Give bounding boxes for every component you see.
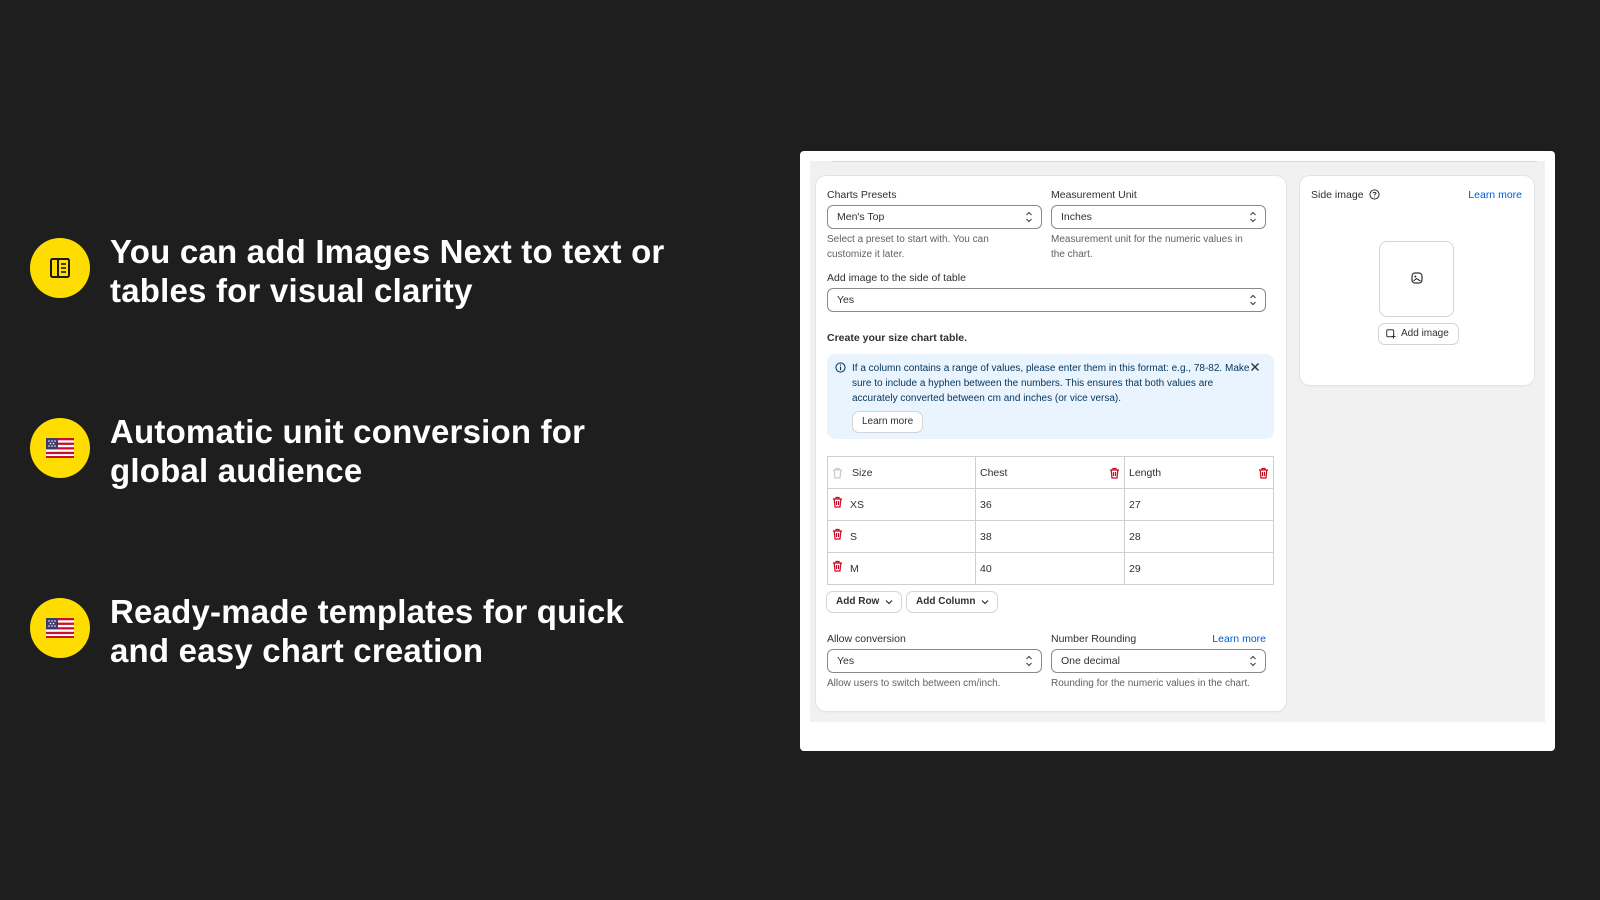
conversion-value: Yes	[837, 655, 855, 667]
add-row-button[interactable]	[827, 592, 901, 612]
trash-icon[interactable]	[832, 560, 843, 572]
feature-image-side	[30, 232, 670, 310]
size-chart-form-card	[816, 176, 1286, 711]
divider	[832, 161, 1537, 162]
cell-value: XS	[850, 499, 865, 511]
cell-value: 29	[1129, 563, 1141, 575]
trash-icon[interactable]	[1258, 467, 1269, 479]
table-cell[interactable]	[976, 553, 1125, 585]
banner-learn-more-button[interactable]: Learn more	[853, 412, 922, 432]
side-image-toggle-select[interactable]	[827, 288, 1266, 312]
table-cell[interactable]	[1125, 553, 1274, 585]
add-image-label: Add image	[1401, 328, 1449, 339]
table-row	[828, 489, 1274, 521]
side-image-card	[1300, 176, 1534, 385]
feature-badge	[30, 418, 90, 478]
chest-header: Chest	[980, 467, 1008, 479]
unit-label: Measurement Unit	[1051, 189, 1137, 201]
table-cell[interactable]	[828, 521, 976, 553]
trash-icon[interactable]	[832, 496, 843, 508]
add-image-button[interactable]	[1379, 324, 1458, 344]
cell-value: S	[850, 531, 858, 543]
us-flag-icon	[46, 618, 74, 638]
conversion-help: Allow users to switch between cm/inch.	[827, 678, 1001, 689]
preset-help: Select a preset to start with. You can customize it later.	[827, 234, 989, 260]
length-header: Length	[1129, 467, 1162, 479]
add-column-label: Add Column	[916, 596, 976, 607]
table-cell[interactable]	[976, 489, 1125, 521]
feature-unit-conversion	[30, 412, 670, 490]
table-cell[interactable]	[828, 489, 976, 521]
trash-icon[interactable]	[1109, 467, 1120, 479]
rounding-learn-more-link[interactable]: Learn more	[1212, 633, 1266, 645]
feature-templates	[30, 592, 670, 670]
conversion-select[interactable]	[827, 649, 1042, 673]
size-header: Size	[852, 467, 873, 479]
add-row-label: Add Row	[836, 596, 880, 607]
table-cell[interactable]	[828, 553, 976, 585]
cell-value: 38	[980, 531, 992, 543]
chevron-down-icon	[885, 599, 893, 605]
info-icon	[835, 362, 846, 373]
cell-value: 28	[1129, 531, 1141, 543]
rounding-value: One decimal	[1061, 655, 1120, 667]
table-row	[828, 553, 1274, 585]
table-header-cell	[976, 457, 1125, 489]
image-dropzone[interactable]	[1379, 241, 1454, 317]
sidebar-layout-icon	[48, 256, 72, 280]
cell-value: M	[850, 563, 859, 575]
table-header-row	[828, 457, 1274, 489]
size-chart-table	[827, 456, 1274, 585]
feature-text: Automatic unit conversion for global audience	[110, 413, 586, 489]
close-icon[interactable]	[1250, 362, 1260, 372]
table-header-cell	[828, 457, 976, 489]
table-cell[interactable]	[1125, 489, 1274, 521]
conversion-label: Allow conversion	[827, 633, 906, 645]
rounding-select[interactable]	[1051, 649, 1266, 673]
table-row	[828, 521, 1274, 553]
table-cell[interactable]	[976, 521, 1125, 553]
trash-icon-disabled	[832, 467, 843, 479]
side-image-title: Side image	[1311, 189, 1364, 201]
trash-icon[interactable]	[832, 528, 843, 540]
us-flag-icon	[46, 438, 74, 458]
rounding-help: Rounding for the numeric values in the chart.	[1051, 678, 1250, 689]
unit-select[interactable]	[1051, 205, 1266, 229]
preset-select[interactable]	[827, 205, 1042, 229]
info-banner	[827, 354, 1274, 439]
feature-badge	[30, 598, 90, 658]
feature-text: Ready-made templates for quick and easy chart creation	[110, 593, 624, 669]
add-column-button[interactable]	[907, 592, 997, 612]
app-screenshot	[800, 151, 1555, 751]
app-canvas	[810, 161, 1545, 722]
preset-label: Charts Presets	[827, 189, 897, 201]
table-cell[interactable]	[1125, 521, 1274, 553]
feature-badge	[30, 238, 90, 298]
chevron-down-icon	[981, 599, 989, 605]
cell-value: 27	[1129, 499, 1141, 511]
select-chevron-icon	[1025, 654, 1033, 668]
side-image-toggle-value: Yes	[837, 294, 855, 306]
side-image-toggle-label: Add image to the side of table	[827, 272, 966, 284]
question-circle-icon[interactable]	[1369, 189, 1380, 200]
banner-text: If a column contains a range of values, please enter them in this format: e.g., 78-82. Make sure to include a hyphen between the numbers. This ensures that both values are accurately converted between cm and inches (or vice versa).	[852, 363, 1250, 404]
unit-value: Inches	[1061, 211, 1092, 223]
table-header-cell	[1125, 457, 1274, 489]
select-chevron-icon	[1249, 293, 1257, 307]
select-chevron-icon	[1025, 210, 1033, 224]
cell-value: 36	[980, 499, 992, 511]
table-heading: Create your size chart table.	[827, 332, 968, 344]
rounding-label: Number Rounding	[1051, 633, 1137, 645]
add-image-icon	[1386, 329, 1396, 339]
select-chevron-icon	[1249, 210, 1257, 224]
select-chevron-icon	[1249, 654, 1257, 668]
unit-help: Measurement unit for the numeric values in the chart.	[1051, 234, 1243, 260]
cell-value: 40	[980, 563, 992, 575]
feature-text: You can add Images Next to text or tables for visual clarity	[110, 233, 665, 309]
side-image-learn-more-link[interactable]: Learn more	[1468, 189, 1522, 201]
preset-value: Men's Top	[837, 211, 885, 223]
image-placeholder-icon	[1411, 272, 1423, 284]
